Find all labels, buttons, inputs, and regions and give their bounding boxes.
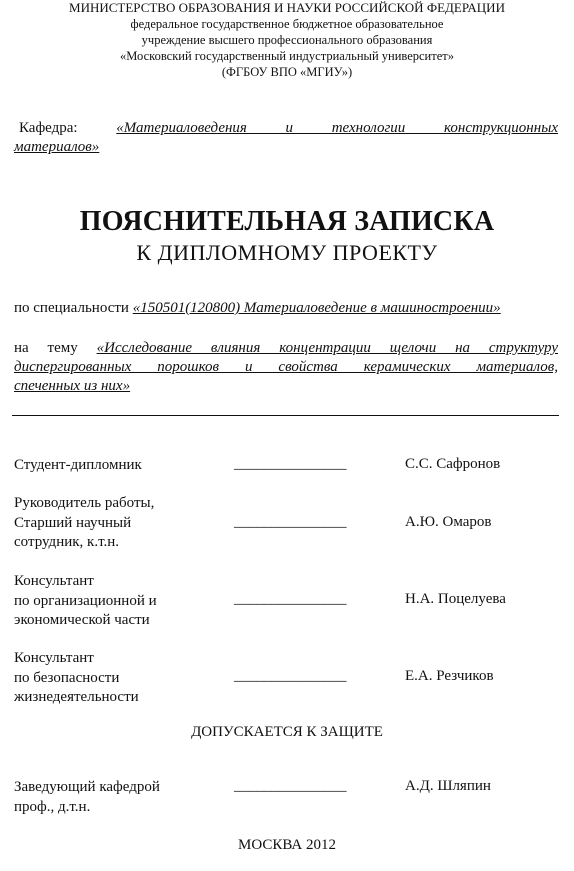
- signature-name-safety-consultant: Е.А. Резчиков: [405, 668, 494, 684]
- signature-blank-student: _______________: [234, 456, 347, 472]
- role-line: по безопасности: [14, 669, 120, 686]
- role-line: Консультант: [14, 573, 94, 589]
- topic-value-3: спеченных из них»: [14, 378, 131, 394]
- admission-statement: ДОПУСКАЕТСЯ К ЗАЩИТЕ: [191, 724, 383, 740]
- header-line-university-name: «Московский государственный индустриальный университет»: [120, 49, 454, 63]
- department-value-2: материалов»: [14, 139, 100, 155]
- header-line-ministry: МИНИСТЕРСТВО ОБРАЗОВАНИЯ И НАУКИ РОССИЙСКОЙ ФЕДЕРАЦИИ: [69, 0, 505, 15]
- signature-role-supervisor: [14, 494, 224, 553]
- ministry-header: [0, 0, 574, 80]
- signature-role-economics-consultant: [14, 572, 224, 631]
- department-value-1: «Материаловедения и технологии конструкционных: [116, 120, 559, 136]
- signature-blank-supervisor: _______________: [234, 514, 347, 530]
- city-year-footer: МОСКВА 2012: [237, 837, 336, 853]
- document-subtitle: К ДИПЛОМНОМУ ПРОЕКТУ: [136, 240, 438, 265]
- role-line: экономической части: [14, 612, 150, 628]
- signature-name-head-of-department: А.Д. Шляпин: [405, 778, 491, 794]
- signature-role-student: [14, 456, 224, 476]
- signature-blank-head-of-department: _______________: [234, 778, 347, 794]
- topic-value-1: «Исследование влияния концентрации щелочи на структуру: [96, 340, 559, 356]
- signature-name-economics-consultant: Н.А. Поцелуева: [405, 591, 506, 607]
- signature-name-student: С.С. Сафронов: [405, 456, 501, 472]
- department-block: [14, 119, 558, 157]
- specialty-label: по специальности: [14, 300, 129, 316]
- specialty-value: «150501(120800) Материаловедение в машиностроении»: [132, 300, 501, 316]
- specialty-block: [14, 299, 501, 318]
- role-line: Старший научный: [14, 514, 132, 531]
- role-line: проф., д.т.н.: [14, 798, 91, 815]
- topic-line-3: [14, 377, 558, 396]
- document-title: ПОЯСНИТЕЛЬНАЯ ЗАПИСКА: [79, 206, 495, 237]
- header-line-institution-type: федеральное государственное бюджетное образовательное: [130, 17, 444, 31]
- role-line: Заведующий кафедрой: [14, 779, 160, 795]
- topic-line-1: [14, 339, 558, 358]
- signature-blank-economics-consultant: _______________: [234, 591, 347, 607]
- signature-blank-safety-consultant: _______________: [234, 668, 347, 684]
- department-label: Кафедра:: [19, 120, 78, 136]
- role-line: сотрудник, к.т.н.: [14, 534, 120, 550]
- header-line-education-level: учреждение высшего профессионального образования: [141, 33, 433, 47]
- role-line: Студент-дипломник: [14, 457, 142, 473]
- header-line-abbreviation: (ФГБОУ ВПО «МГИУ»): [221, 65, 353, 79]
- department-line-2: [14, 138, 558, 157]
- topic-value-2: диспергированных порошков и свойства керамических материалов,: [14, 359, 558, 375]
- role-line: жизнедеятельности: [14, 689, 139, 705]
- role-line: Руководитель работы,: [14, 495, 155, 511]
- role-line: по организационной и: [14, 592, 157, 609]
- signature-name-supervisor: А.Ю. Омаров: [405, 514, 492, 530]
- role-line: Консультант: [14, 650, 94, 666]
- department-line-1: [14, 119, 558, 138]
- topic-label: на тему: [14, 340, 78, 356]
- topic-block: [14, 339, 558, 396]
- separator-line: [12, 415, 559, 416]
- topic-line-2: [14, 358, 558, 377]
- signature-role-safety-consultant: [14, 649, 224, 708]
- signature-role-head-of-department: [14, 778, 224, 817]
